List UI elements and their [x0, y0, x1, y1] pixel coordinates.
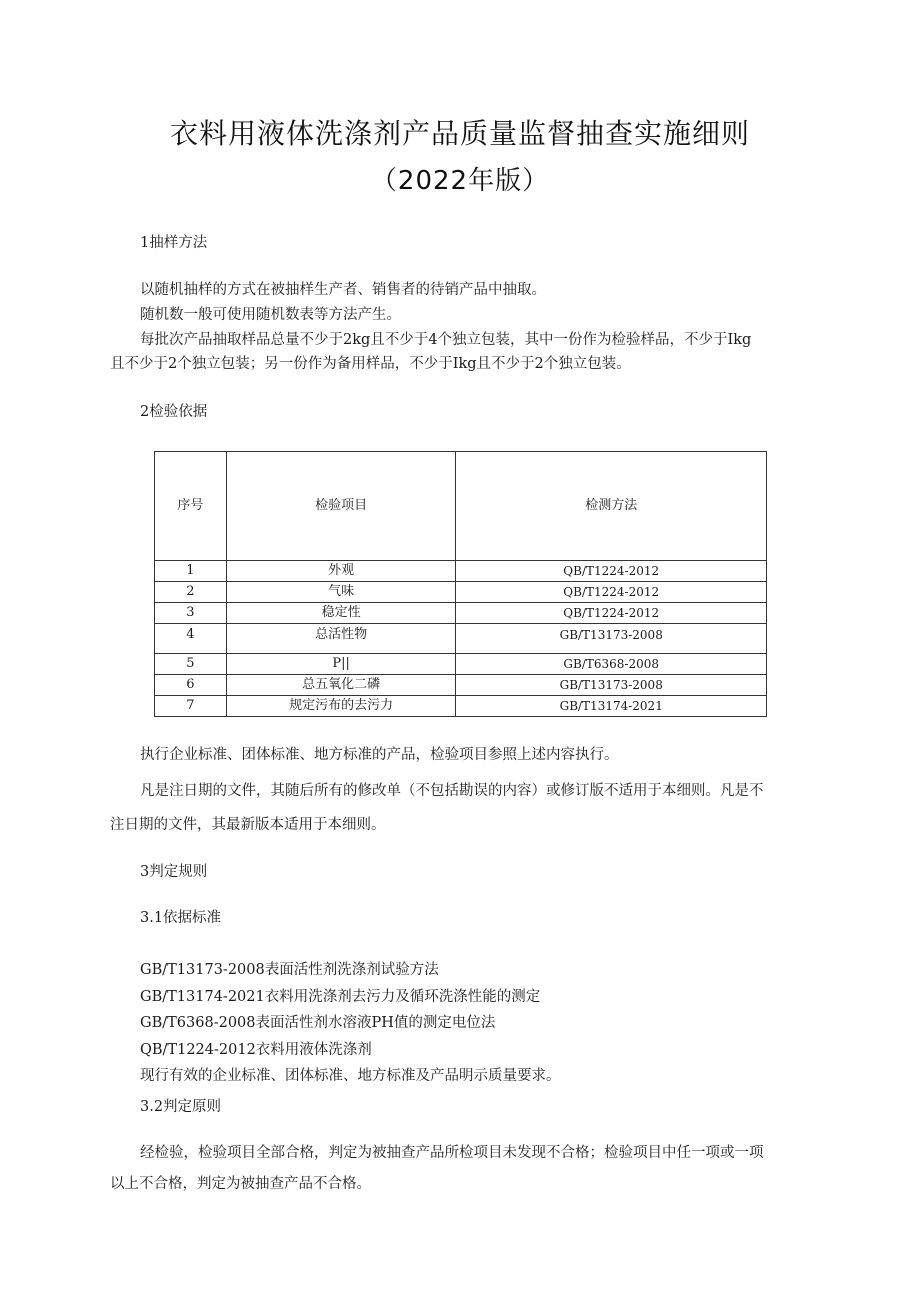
table-row: [155, 624, 767, 654]
paragraph: 随机数一般可使用随机数表等方法产生。: [140, 307, 401, 323]
table-cell: GB/T13173-2008: [456, 675, 767, 696]
document-edition: （2022年版）: [370, 166, 550, 196]
section-heading: 3判定规则: [140, 864, 208, 880]
table-cell: 3: [155, 603, 227, 624]
standard-item: 现行有效的企业标准、团体标准、地方标准及产品明示质量要求。: [140, 1068, 561, 1084]
table-row: [155, 561, 767, 582]
table-cell: 1: [155, 561, 227, 582]
document-title: 衣料用液体洗涤剂产品质量监督抽查实施细则: [169, 117, 750, 150]
table-row: [155, 582, 767, 603]
table-cell: 6: [155, 675, 227, 696]
paragraph: 以上不合格，判定为被抽查产品不合格。: [110, 1176, 371, 1192]
table-cell: 总五氧化二磷: [226, 675, 456, 696]
paragraph: 注日期的文件，其最新版本适用于本细则。: [110, 817, 386, 833]
table-header-cell: 序号: [155, 452, 227, 561]
section-heading: 2检验依据: [140, 404, 208, 420]
table-header-row: [155, 452, 767, 561]
standard-item: QB/T1224-2012衣料用液体洗涤剂: [140, 1042, 372, 1058]
table-cell: 气味: [226, 582, 456, 603]
paragraph: 且不少于2个独立包装；另一份作为备用样品，不少于Ikg且不少于2个独立包装。: [110, 356, 631, 372]
standard-item: GB/T13173-2008表面活性剂洗涤剂试验方法: [140, 962, 439, 978]
table-header-cell: 检测方法: [456, 452, 767, 561]
table-cell: GB/T13173-2008: [456, 624, 767, 654]
table-cell: QB/T1224-2012: [456, 561, 767, 582]
table-cell: P||: [226, 654, 456, 675]
table-cell: 总活性物: [226, 624, 456, 654]
table-cell: QB/T1224-2012: [456, 582, 767, 603]
table-cell: 7: [155, 696, 227, 717]
subsection-heading: 3.2判定原则: [140, 1099, 222, 1115]
table-cell: 5: [155, 654, 227, 675]
table-cell: QB/T1224-2012: [456, 603, 767, 624]
paragraph: 每批次产品抽取样品总量不少于2kg且不少于4个独立包装，其中一份作为检验样品，不少于Ikg: [140, 332, 752, 348]
table-header-cell: 检验项目: [226, 452, 456, 561]
table-row: [155, 675, 767, 696]
table-cell: GB/T6368-2008: [456, 654, 767, 675]
section-heading: 1抽样方法: [140, 235, 208, 251]
table-cell: 2: [155, 582, 227, 603]
paragraph: 以随机抽样的方式在被抽样生产者、销售者的待销产品中抽取。: [140, 282, 546, 298]
table-cell: 稳定性: [226, 603, 456, 624]
paragraph: 经检验，检验项目全部合格，判定为被抽查产品所检项目未发现不合格；检验项目中任一项或一项: [140, 1145, 764, 1161]
table-row: [155, 654, 767, 675]
paragraph: 凡是注日期的文件，其随后所有的修改单（不包括勘误的内容）或修订版不适用于本细则。凡是不: [140, 783, 764, 799]
standard-item: GB/T6368-2008表面活性剂水溶液PH值的测定电位法: [140, 1015, 496, 1031]
table-cell: 4: [155, 624, 227, 654]
standard-item: GB/T13174-2021衣料用洗涤剂去污力及循环洗涤性能的测定: [140, 989, 541, 1005]
table-cell: 规定污布的去污力: [226, 696, 456, 717]
table-row: [155, 696, 767, 717]
paragraph: 执行企业标准、团体标准、地方标准的产品，检验项目参照上述内容执行。: [140, 747, 619, 763]
table-cell: GB/T13174-2021: [456, 696, 767, 717]
subsection-heading: 3.1依据标准: [140, 910, 222, 926]
inspection-table: [154, 451, 767, 717]
table-cell: 外观: [226, 561, 456, 582]
table-row: [155, 603, 767, 624]
